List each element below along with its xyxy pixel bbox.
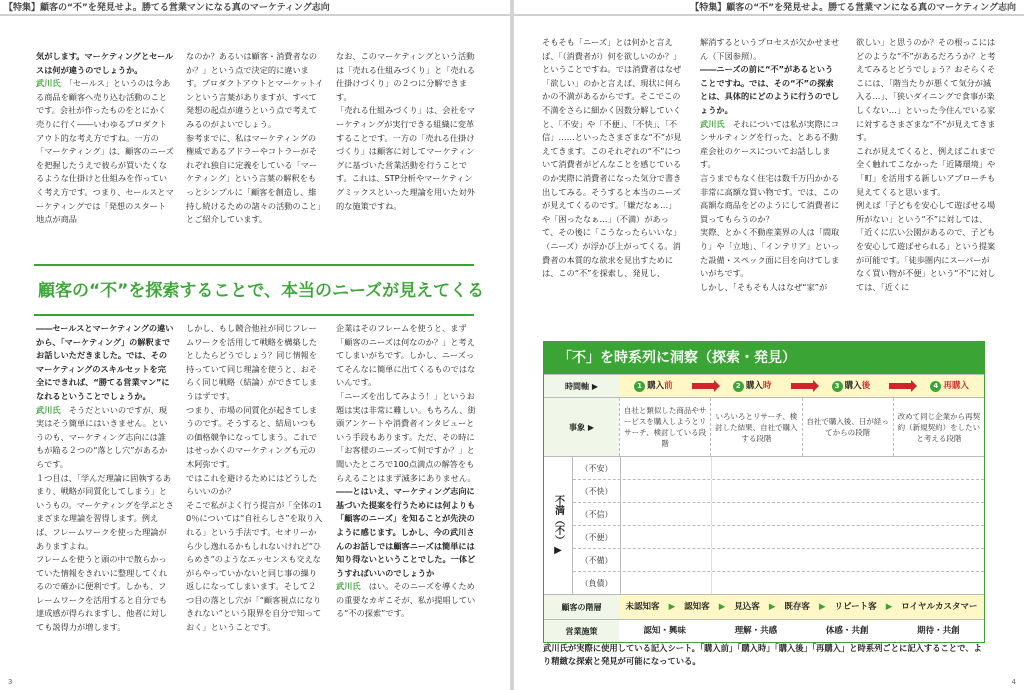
interview-question: ――セールスとマーケティングの違いから、「マーケティング」の解釈までお話しいただきました。では、そのマーケティングのスキルセットを完全にできれば、“勝てる営業マン”になれるということでしょうか。 [36, 323, 174, 401]
phase-4-number: 4 [930, 381, 941, 392]
arrow-right-icon [692, 383, 714, 389]
fu-row [573, 480, 984, 503]
paragraph-text: 解消するというプロセスが欠かせません（下図参照）。 [700, 37, 840, 61]
fu-row-blank [621, 526, 984, 548]
fu-row [573, 503, 984, 526]
left-top-rule [0, 14, 510, 16]
fu-row [573, 457, 984, 480]
stage-item: リピート客 [834, 601, 877, 612]
time-axis-label: 時間軸 ▶ [544, 375, 619, 397]
arrow-right-icon [791, 383, 813, 389]
paragraph [36, 78, 174, 224]
fu-row-label: （不便） [573, 526, 621, 548]
paragraph [700, 119, 839, 292]
right-column-2 [700, 36, 840, 332]
paragraph [700, 64, 839, 115]
arrow-right-icon [889, 383, 911, 389]
stage-item: ロイヤルカスタマー [901, 601, 978, 612]
phase-2-number: 2 [733, 381, 744, 392]
event-cell: 改めて同じ企業から再契約（新規契約）をしたいと考える段階 [893, 398, 984, 456]
left-bottom-column-2: しかし、もし競合他社が同じフレームワークを活用して戦略を構築したとしたらどうでしょう？同じ情報を持っていて同じ理論を使うと、おそらく同じ戦略（結論）ができてしまうはずです。 つまり、市場の同質化が起きてしまうのです。そうすると、結局いつもの価格競争になってしまう。これではせっかくのマーケティングも元の木阿弥です。 ではこれを避けるためにはどうしたらいいのか？ そこで私がよく行う提言が「全体の10％については“自社らしさ”を取り入れる」という手法です。セオリーから少し逸れるかもしれないけれど“ひらめき”のようなエッセンスも交えながらやっていかないと同じ事の繰り返しになってしまいます。そして２つ目の落とし穴が「“顧客視点になりきれない”という限界を自分で知っておく」ということです。 [186, 323, 323, 633]
paragraph-text: はい。そのニーズを導くための重要なカギこそが、私が提唱している“不の探索”です。 [336, 581, 476, 619]
event-cell: 自社で購入後、日が経ってからの段階 [802, 398, 893, 456]
paragraph-text: そうだといいのですが、現実はそう簡単にはいきません。というのも、マーケティング志向には誰もが陥る２つの“落とし穴”があるからです。 １つ目は、「学んだ理論に固執するあまり、戦略が同質化してしまう」というもの。マーケティングを学ぶとさまざまな理論を習得します。例えば、フレームワークを使った理論がありますよね。 フレームを使うと頭の中で散らかっていた情報をきれいに整理してくれるので確かに便利です。しかも、フレームワークを活用すると自分でも達成感が得られますし、他者に対しても説得力が増します。 [36, 404, 174, 633]
fu-row [573, 526, 984, 549]
arrow-2 [787, 375, 817, 397]
speaker-name: 武川氏 [336, 581, 369, 592]
speaker-name: 武川氏 [700, 118, 733, 129]
paragraph [336, 486, 475, 578]
left-bottom-column-3 [336, 322, 476, 672]
paragraph [36, 51, 173, 75]
table-title: 「不」を時系列に洞察（探索・発見） [544, 342, 984, 374]
measure-cell: 理解・共感 [734, 625, 778, 636]
chevron-right-icon: ▶ [885, 601, 893, 612]
fu-row-label: （負債） [573, 572, 621, 594]
fu-insight-table [543, 341, 985, 643]
fu-row-label: （不備） [573, 549, 621, 571]
phase-3 [817, 375, 886, 397]
right-feature-tag: 【特集】顧客の“不”を発見せよ。勝てる営業マンになる真のマーケティング志向 [690, 3, 1016, 13]
left-feature-tag: 【特集】顧客の“不”を発見せよ。勝てる営業マンになる真のマーケティング志向 [4, 3, 330, 13]
sales-measure-row [544, 619, 984, 642]
paragraph [36, 323, 173, 401]
stage-item: 既存客 [784, 601, 810, 612]
section-heading: 顧客の“不”を探索することで、本当のニーズが見えてくる [38, 281, 485, 301]
fu-rows [573, 457, 984, 594]
left-top-column-1 [36, 50, 174, 254]
fu-side-label: 不満（不）▶ [544, 457, 573, 594]
paragraph-text: 企業はそのフレームを使うと、まず「顧客のニーズは何なのか？」と考えてしまいがちです。しかし、ニーズってそんなに簡単に出てくるものではないんです。 「ニーズを出してみよう！」というお題は実は非常に難しい。もちろん、街頭アンケートや消費者インタビューという手段もあります。ただ、その時に「お客様のニーズって何ですか？」と聞いたところで100点満点の解答をもらえることはまず滅多にありません。 [336, 323, 476, 483]
chevron-right-icon: ▶ [718, 601, 726, 612]
fu-row-blank [621, 457, 984, 479]
customer-stage-label: 顧客の階層 [544, 595, 619, 619]
customer-stage-row [544, 594, 984, 619]
fu-row [573, 549, 984, 572]
interview-question: ――ニーズの前に“不”があるということですね。では、その“不”の探索とは、具体的にどのように行うのでしょうか。 [700, 64, 840, 115]
interview-question: 気がします。マーケティングとセールスは何が違うのでしょうか。 [36, 51, 174, 75]
arrow-1 [688, 375, 718, 397]
event-cell: 自社と類似した商品やサービスを購入しようとリサーチ、検討している段階 [619, 398, 710, 456]
measure-cell: 期待・共創 [917, 625, 960, 636]
phase-3-em: 後 [861, 380, 871, 391]
stage-item: 未認知客 [625, 601, 660, 612]
fu-row-blank [621, 480, 984, 502]
phase-4 [915, 375, 984, 397]
speaker-name: 武川氏 [36, 78, 69, 89]
fu-row-blank [621, 503, 984, 525]
measure-cell: 認知・興味 [643, 625, 686, 636]
paragraph-text: 「セールス」というのは今ある商品を顧客へ売り込む活動のことです。会社が作ったものをとにかく売りに行く――いわゆるプロダクトアウト的な考え方ですね。一方の「マーケティング」は、顧客のニーズを把握したうえで彼らが買いたくなるような仕掛けと仕組みを作っていく考え方です。つまり、セールスとマーケティングでは「発想のスタート地点が商品 [36, 78, 174, 225]
right-column-1: そもそも「ニーズ」とは何かと言えば、「（消費者が）何を欲しいのか？」ということですね。では消費者はなぜ「欲しい」のかと言えば、現状に何らかの不満があるからです。そこでこの不満をさらに細かく因数分解していくと、「不安」や「不便」、「不快」、「不信」……といったさまざまな“不”が見えてきます。このそれぞれの“不”について消費者がどんなことを感じているのか実際に消費者になった気分で書き出してみる。そうすると本当のニーズが見えてくるのです。「嫌だなぁ…」や「困ったなぁ…」（不満）があって、その後に「こうなったらいいな」（ニーズ）が浮かび上がってくる。消費者の本質的な欲求を見出すためには、この“不”を探索し、発見し、 [542, 37, 682, 279]
speaker-name: 武川氏 [36, 404, 69, 415]
phase-1-number: 1 [634, 381, 645, 392]
fu-row-blank [621, 549, 984, 571]
measure-cell: 体感・共創 [825, 625, 869, 636]
paragraph-text: それについては私が実際にコンサルティングを行った、とある不動産会社のケースについてお話しします。 言うまでもなく住宅は数千万円かかる非常に高額な買い物です。では、この高額な商品をどのようにして消費者に買ってもらうのか？ 実際、とかく不動産業界の人は「間取り」や「立地」、「インテリア」といった設備・スペック面に目を向けてしまいがちです。 しかし、「そもそも人はなぜ“家”が [700, 118, 840, 292]
phase-1-em: 前 [664, 380, 673, 391]
interview-question: ――とはいえ、マーケティング志向に基づいた提案を行うためには何よりも「顧客のニーズ」を知ることが先決のように感じます。しかし、今の武川さんのお話しでは顧客ニーズは簡単には知り得ないということでした。一体どうすればいいのでしょうか [336, 486, 476, 578]
fu-row-label: （不信） [573, 503, 621, 525]
phase-4-em: 再購入 [943, 380, 969, 391]
phase-2-em: 時 [762, 380, 772, 391]
fu-row-label: （不安） [573, 457, 621, 479]
phase-1 [619, 375, 688, 397]
paragraph [36, 405, 174, 633]
section-heading-band [34, 264, 485, 316]
phase-3-base: 購入 [844, 380, 862, 391]
stage-item: 見込客 [734, 601, 760, 612]
phase-3-number: 3 [832, 381, 843, 392]
chevron-right-icon: ▶ [668, 601, 676, 612]
event-cell: いろいろとリサーチ、検討した結果、自社で購入する段階 [710, 398, 801, 456]
left-top-column-2: なのか？あるいは顧客・消費者なのか？」という点で決定的に違います。プロダクトアウトとマーケットインという言葉がありますが、すべて発想の起点が違うという点で考えてみるのがよいでしょう。 参考までに、私はマーケティングの権威であるアドラーやコトラーがそれぞれ独自に定義をしている「マーケティング」という言葉の解釈をもっとシンプルに「顧客を創造し、維持し続けるための諸々の活動のこと」とご紹介しています。 [186, 51, 324, 225]
paragraph [336, 323, 476, 483]
left-bottom-column-1 [36, 322, 174, 672]
time-axis-row [544, 374, 984, 397]
paragraph [336, 581, 475, 618]
chevron-right-icon: ▶ [768, 601, 776, 612]
fu-row [573, 572, 984, 594]
page-number-left: 3 [8, 678, 13, 686]
customer-stage-items [619, 595, 984, 619]
page-number-right: 4 [1011, 678, 1016, 686]
left-top-column-3: なお、このマーケティングという活動は「売れる仕組みづくり」と「売れる仕掛けづくり」の２つに分解できます。 「売れる仕組みづくり」は、会社をマーケティングが実行できる組織に変革することです。一方の「売れる仕掛けづくり」は顧客に対してマーケティングに基づいた営業活動を行うことです。これは、STP分析やマーケティングミックスといった理論を用いた対外的な施策ですね。 [336, 51, 476, 211]
fu-row-blank [621, 572, 984, 594]
paragraph [700, 37, 839, 61]
sales-measure-label: 営業施策 [544, 620, 619, 642]
events-label: 事象 ▶ [544, 398, 619, 456]
stage-item: 認知客 [684, 601, 710, 612]
phase-2 [718, 375, 787, 397]
table-caption: 武川氏が実際に使用している記入シート。「購入前」「購入時」「購入後」「再購入」と時系列ごとに記入することで、より精緻な探索と発見が可能になっている。 [543, 643, 982, 666]
fu-section [544, 456, 984, 594]
chevron-right-icon: ▶ [818, 601, 826, 612]
arrow-3 [885, 375, 915, 397]
fu-row-label: （不快） [573, 480, 621, 502]
events-row [544, 397, 984, 456]
right-top-rule [514, 14, 1024, 16]
right-column-3: 欲しい」と思うのか？その根っこにはどのような“不”があるだろうか？と考えてみるとどうでしょう？おそらくそこには、「階当たりが悪くて気分が滅入る…」、「狭いダイニングで食事が楽しくない…」といった今住んでいる家に対するさまざまな“不”が見えてきます。 これが見えてくると、例えばこれまで全く触れてこなかった「近隣環境」や「町」を活用する新しいアプローチも見えてくると思います。 例えば「子どもを安心して遊ばせる場所がない」という“不”に対しては、「近くに広い公園があるので、子どもを安心して遊ばせられる」という提案が可能です。「徒歩圏内にスーパーがなく買い物が不便」という“不”に対しては、「近くに [856, 37, 996, 292]
phase-2-base: 購入 [745, 380, 763, 391]
left-page [0, 0, 510, 690]
phase-1-base: 購入 [647, 380, 665, 391]
